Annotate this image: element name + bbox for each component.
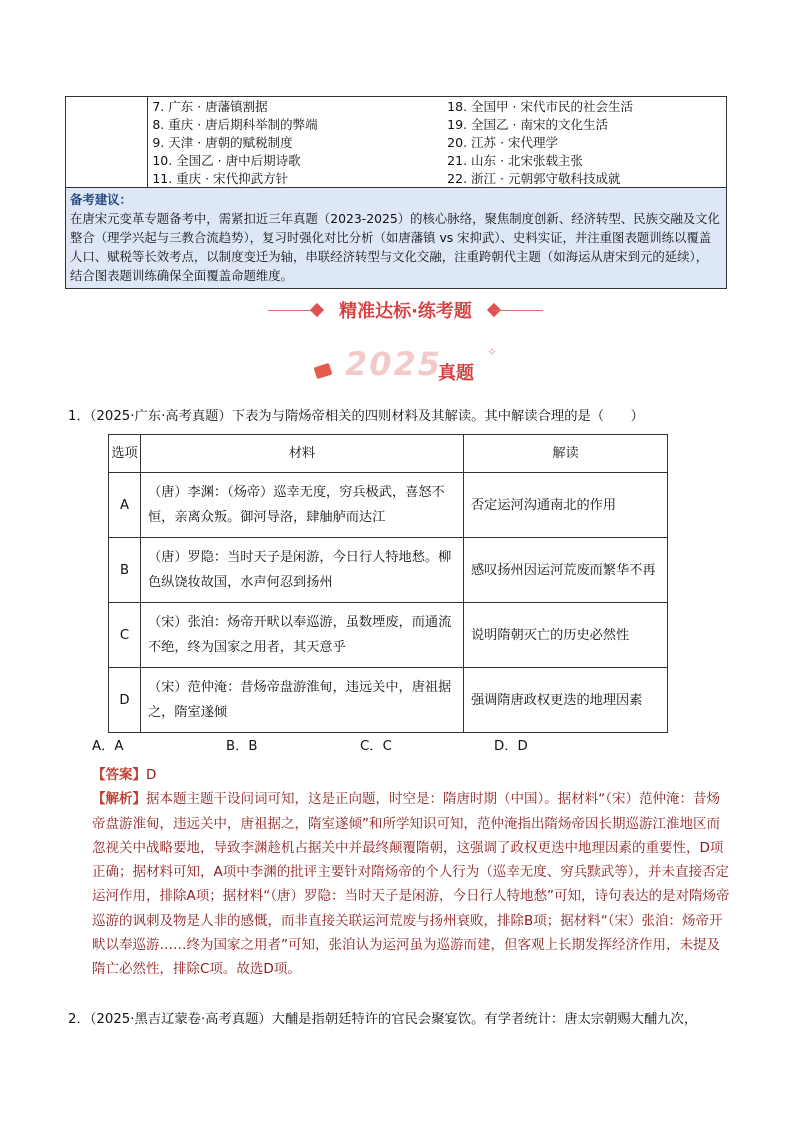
table-row — [109, 538, 668, 603]
topic-item: 10. 全国乙 · 唐中后期诗歌 — [152, 153, 301, 168]
topic-item: 18. 全国甲 · 宋代市民的社会生活 — [447, 99, 633, 114]
question-1-options — [92, 735, 628, 754]
question-2-stem: 2．（2025·黑吉辽蒙卷·高考真题）大酺是指朝廷特许的官民会聚宴饮。有学者统计：唐太宗朝赐大酺九次， — [68, 1012, 698, 1027]
option-a[interactable]: A．A — [92, 739, 124, 754]
reading-cell: 说明隋朝灭亡的历史必然性 — [464, 603, 668, 668]
topic-table — [65, 96, 727, 289]
reading-cell: 否定运河沟通南北的作用 — [464, 473, 668, 538]
study-advice-text: 在唐宋元变革专题备考中，需紧扣近三年真题（2023-2025）的核心脉络，聚焦制度创新、经济转型、民族交融及文化整合（理学兴起与三教合流趋势），复习时强化对比分析（如唐藩镇 vs 宋抑武）、史料实证，并注重图表题训练以覆盖人口、赋税等长效考点，以制度变迁为轴，串联经济转型与文化交融，注重跨朝代主题（如海运从唐宋到元的延续），结合图表题训练确保全面覆盖命题维度。 — [70, 211, 720, 283]
option-cell: B — [109, 538, 141, 603]
option-cell: D — [109, 668, 141, 733]
question-1-table — [108, 434, 668, 733]
topic-list — [66, 97, 726, 187]
topic-item: 20. 江苏 · 宋代理学 — [447, 135, 558, 150]
table-header-row — [109, 435, 668, 473]
section-banner-title: 精准达标·练考题 — [339, 301, 472, 322]
reading-cell: 强调隋唐政权更迭的地理因素 — [464, 668, 668, 733]
topic-item: 22. 浙江 · 元朝郭守敬科技成就 — [447, 171, 621, 186]
question-1-answer-block — [92, 763, 732, 982]
topic-column-left — [148, 97, 431, 187]
reading-cell: 感叹扬州因运河荒废而繁华不再 — [464, 538, 668, 603]
material-cell: （唐）李渊：（炀帝）巡幸无度，穷兵极武，喜怒不恒，亲离众叛。御河导洛，肆舳舻而达江 — [141, 473, 464, 538]
option-b[interactable]: B．B — [226, 739, 258, 754]
year-badge-year: 2025 — [345, 345, 443, 383]
table-header-cell: 解读 — [464, 435, 668, 473]
section-banner — [268, 296, 543, 324]
table-row — [109, 473, 668, 538]
analysis-text: 据本题主题干设问词可知，这是正向题，时空是：隋唐时期（中国）。据材料“（宋）范仲淹：昔炀帝盘游淮甸，违远关中，唐祖据之，隋室遂倾”和所学知识可知，范仲淹指出隋炀帝因长期巡游江淮地区而忽视关中战略要地，导致李渊趁机占据关中并最终颠覆隋朝，这强调了政权更迭中地理因素的重要性，D项正确；据材料可知，A项中李渊的批评主要针对隋炀帝的个人行为（巡幸无度、穷兵黩武等），并未直接否定运河作用，排除A项；据材料“（唐）罗隐：当时天子是闲游，今日行人特地愁”可知，诗句表达的是对隋炀帝巡游的讽刺及物是人非的感慨，而非直接关联运河荒废与扬州衰败，排除B项；据材料“（宋）张洎：炀帝开畎以奉巡游……终为国家之用者”可知，张洎认为运河虽为巡游而建，但客观上长期发挥经济作用，未提及隋亡必然性，排除C项。故选D项。 — [92, 791, 730, 978]
topic-item: 11. 重庆 · 宋代抑武方针 — [152, 171, 289, 186]
option-cell: C — [109, 603, 141, 668]
book-icon — [314, 363, 333, 379]
year-badge — [315, 345, 500, 385]
topic-item: 9. 天津 · 唐朝的赋税制度 — [152, 135, 293, 150]
answer-value: D — [146, 767, 157, 783]
question-1-stem: 1．（2025·广东·高考真题）下表为与隋炀帝相关的四则材料及其解读。其中解读合理的是（ ） — [68, 409, 644, 424]
banner-divider-right — [491, 310, 543, 311]
topic-item: 21. 山东 · 北宋张载主张 — [447, 153, 583, 168]
topic-column-right — [431, 97, 726, 187]
answer-label: 【答案】 — [92, 767, 146, 783]
option-cell: A — [109, 473, 141, 538]
table-header-cell: 选项 — [109, 435, 141, 473]
material-cell: （宋）张洎：炀帝开畎以奉巡游，虽数堙废，而通流不绝，终为国家之用者，其天意乎 — [141, 603, 464, 668]
year-badge-label: 真题 — [438, 363, 474, 384]
table-row — [109, 603, 668, 668]
option-c[interactable]: C．C — [360, 739, 392, 754]
topic-table-blank-cell — [66, 97, 148, 187]
material-cell: （宋）范仲淹：昔炀帝盘游淮甸，违远关中，唐祖据之，隋室遂倾 — [141, 668, 464, 733]
sparkle-icon: ✧ — [487, 345, 498, 359]
topic-item: 7. 广东 · 唐藩镇割据 — [152, 99, 268, 114]
option-d[interactable]: D．D — [494, 739, 528, 754]
study-advice-title: 备考建议： — [70, 192, 132, 207]
topic-item: 19. 全国乙 · 南宋的文化生活 — [447, 117, 608, 132]
table-header-cell: 材料 — [141, 435, 464, 473]
material-cell: （唐）罗隐：当时天子是闲游，今日行人特地愁。柳色纵饶妆故国，水声何忍到扬州 — [141, 538, 464, 603]
topic-item: 8. 重庆 · 唐后期科举制的弊端 — [152, 117, 318, 132]
analysis-label: 【解析】 — [92, 791, 146, 808]
study-advice — [66, 187, 726, 288]
table-row — [109, 668, 668, 733]
